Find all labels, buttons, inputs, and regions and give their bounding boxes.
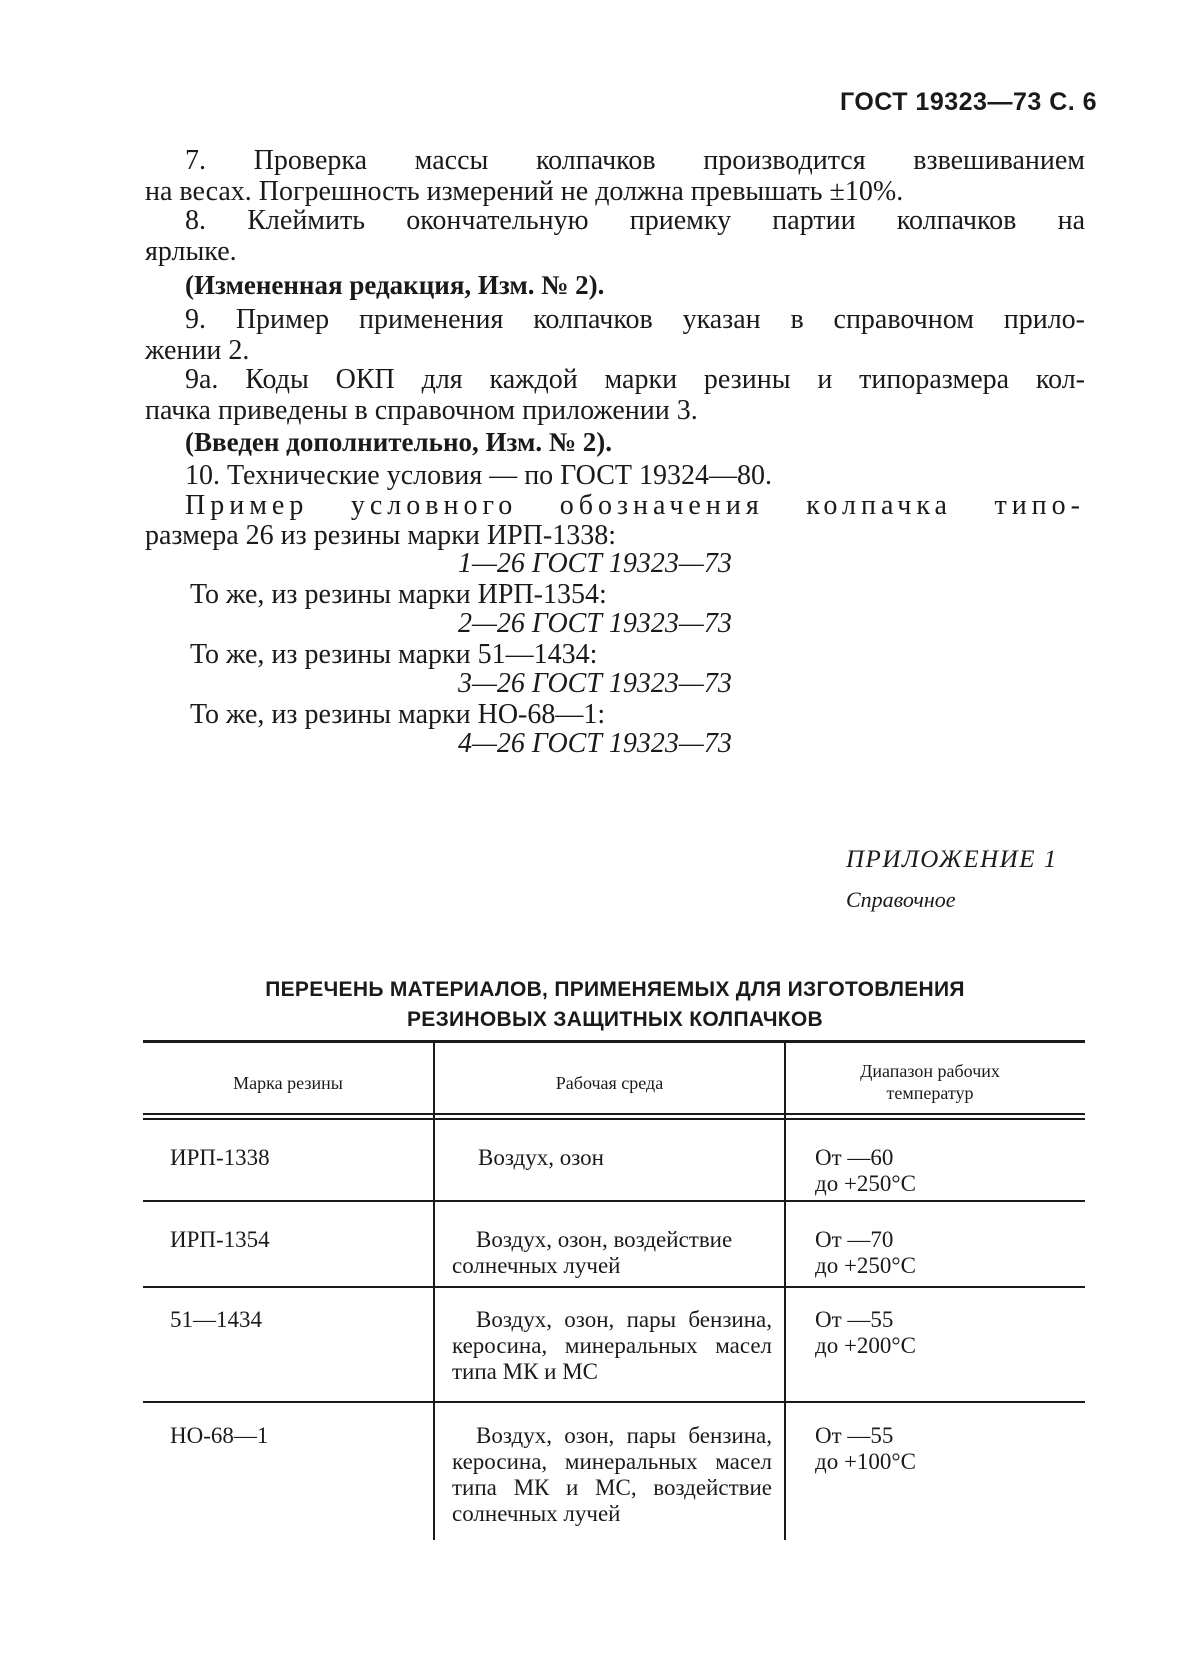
table-top-rule (143, 1040, 1085, 1043)
row-2-grade: ИРП-1354 (170, 1227, 270, 1252)
row-1-temp-to: до +250°С (815, 1171, 916, 1196)
amendment-note-1: (Измененная редакция, Изм. № 2). (185, 270, 605, 300)
row-3-grade: 51—1434 (170, 1307, 262, 1332)
row-2-environment: Воздух, озон, воздействие солнечных лучей (452, 1227, 733, 1278)
designation-code-4: 4—26 ГОСТ 19323—73 (458, 728, 732, 759)
row-3-temp-from: От —55 (815, 1307, 894, 1332)
row-4-grade: НО-68—1 (170, 1423, 269, 1448)
same-for-no-68-1: То же, из резины марки НО-68—1: (190, 699, 606, 730)
row-1-temp-from: От —60 (815, 1145, 894, 1170)
table-header-rule-1 (143, 1113, 1085, 1115)
row-3-temp-to: до +200°С (815, 1333, 916, 1358)
designation-code-1: 1—26 ГОСТ 19323—73 (458, 548, 732, 579)
paragraph-10: 10. Технические условия — по ГОСТ 19324—80. (185, 460, 773, 491)
same-for-51-1434: То же, из резины марки 51—1434: (190, 639, 598, 670)
row-2-temp-from: От —70 (815, 1227, 894, 1252)
table-row-rule-1 (143, 1200, 1085, 1202)
table-row-rule-2 (143, 1286, 1085, 1288)
example-line-1: Пример условного обозначения колпачка типо- (185, 490, 1085, 521)
row-2-temp-to: до +250°С (815, 1253, 916, 1278)
paragraph-8-line-1: 8. Клеймить окончательную приемку партии колпачков на (185, 205, 1085, 236)
paragraph-9a-line-2: пачка приведены в справочном приложении 3. (145, 395, 698, 426)
row-3-environment: Воздух, озон, пары бензина, керосина, минеральных масел типа МК и МС (452, 1307, 772, 1384)
row-4-environment: Воздух, озон, пары бензина, керосина, минеральных масел типа МК и МС, воздействие солнечных лучей (452, 1423, 772, 1526)
same-for-irp-1354: То же, из резины марки ИРП-1354: (190, 579, 607, 610)
amendment-note-2: (Введен дополнительно, Изм. № 2). (185, 427, 612, 457)
row-1-environment: Воздух, озон (478, 1145, 604, 1170)
paragraph-9a-line-1: 9а. Коды ОКП для каждой марки резины и типоразмера кол- (185, 364, 1085, 395)
paragraph-9-line-1: 9. Пример применения колпачков указан в справочном прило- (185, 304, 1085, 335)
row-4-temp-from: От —55 (815, 1423, 894, 1448)
example-line-2: размера 26 из резины марки ИРП-1338: (145, 520, 616, 551)
table-header-grade: Марка резины (233, 1073, 343, 1093)
row-1-grade: ИРП-1338 (170, 1145, 270, 1170)
table-header-temperature: Диапазон рабочих температур (860, 1061, 1000, 1103)
designation-code-3: 3—26 ГОСТ 19323—73 (458, 668, 732, 699)
table-header-rule-2 (143, 1118, 1085, 1120)
row-4-temp-to: до +100°С (815, 1449, 916, 1474)
appendix-subtitle: Справочное (846, 887, 956, 912)
designation-code-2: 2—26 ГОСТ 19323—73 (458, 608, 732, 639)
table-row-rule-3 (143, 1401, 1085, 1403)
table-header-environment: Рабочая среда (555, 1073, 664, 1093)
table-title-line-1: ПЕРЕЧЕНЬ МАТЕРИАЛОВ, ПРИМЕНЯЕМЫХ ДЛЯ ИЗГОТОВЛЕНИЯ (265, 978, 965, 1001)
page-header: ГОСТ 19323—73 С. 6 (840, 88, 1098, 116)
paragraph-7-line-2: на весах. Погрешность измерений не должна превышать ±10%. (145, 176, 904, 207)
appendix-title: ПРИЛОЖЕНИЕ 1 (846, 846, 1058, 873)
table-title-line-2: РЕЗИНОВЫХ ЗАЩИТНЫХ КОЛПАЧКОВ (406, 1008, 824, 1031)
paragraph-8-line-2: ярлыке. (145, 236, 237, 267)
paragraph-9-line-2: жении 2. (145, 335, 250, 366)
paragraph-7-line-1: 7. Проверка массы колпачков производится взвешиванием (185, 145, 1085, 176)
